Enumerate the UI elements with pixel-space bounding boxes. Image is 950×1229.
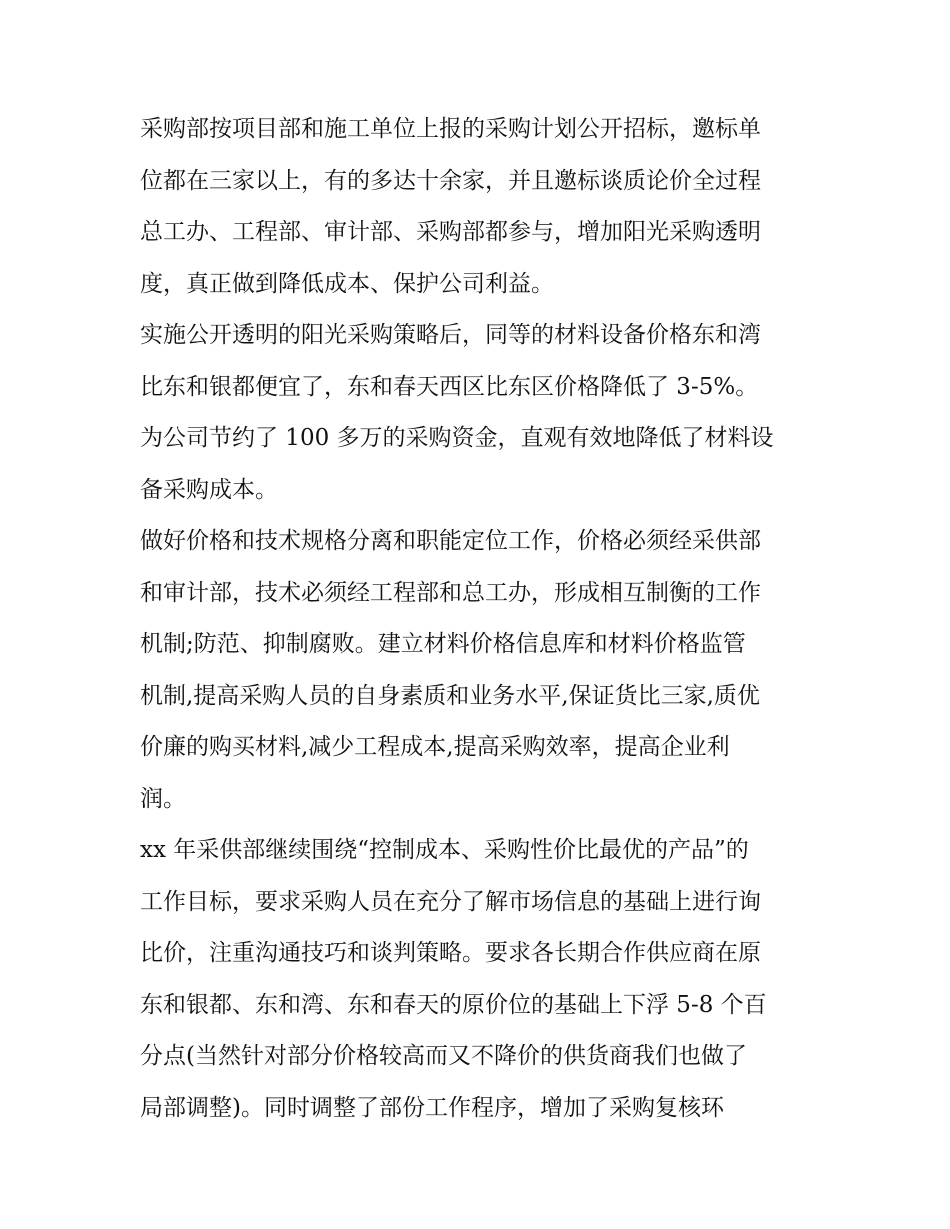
text-line: 做好价格和技术规格分离和职能定位工作，价格必须经采供部: [140, 528, 761, 554]
text-line: 比东和银都便宜了，东和春天西区比东区价格降低了 3-5%。: [140, 373, 759, 400]
text-line: 总工办、工程部、审计部、采购部都参与，增加阳光采购透明: [140, 219, 761, 245]
text-line: 实施公开透明的阳光采购策略后，同等的材料设备价格东和湾: [140, 322, 761, 348]
text-line: 比价，注重沟通技巧和谈判策略。要求各长期合作供应商在原: [140, 940, 761, 966]
text-line: 和审计部，技术必须经工程部和总工办，形成相互制衡的工作: [140, 579, 761, 606]
text-line: 局部调整)。同时调整了部份工作程序，增加了采购复核环: [140, 1094, 724, 1121]
text-line: xx 年采供部继续围绕“控制成本、采购性价比最优的产品”的: [140, 837, 749, 863]
text-line: 备采购成本。: [140, 476, 278, 503]
text-line: 工作目标，要求采购人员在充分了解市场信息的基础上进行询: [140, 888, 761, 915]
document-body: [140, 104, 820, 1134]
text-line: 东和银都、东和湾、东和春天的原价位的基础上下浮 5-8 个百: [140, 991, 767, 1018]
text-line: 分点(当然针对部分价格较高而又不降价的供货商我们也做了: [140, 1043, 747, 1069]
text-line: 价廉的购买材料,减少工程成本,提高采购效率，提高企业利: [140, 734, 730, 760]
text-line: 采购部按项目部和施工单位上报的采购计划公开招标，邀标单: [140, 116, 761, 142]
text-line: 润。: [140, 785, 186, 812]
text-line: 位都在三家以上，有的多达十余家，并且邀标谈质论价全过程: [140, 167, 761, 194]
text-line: 为公司节约了 100 多万的采购资金，直观有效地降低了材料设: [140, 425, 774, 451]
text-line: 机制,提高采购人员的自身素质和业务水平,保证货比三家,质优: [140, 682, 760, 709]
text-line: 机制;防范、抑制腐败。建立材料价格信息库和材料价格监管: [140, 631, 746, 657]
text-line: 度，真正做到降低成本、保护公司利益。: [140, 270, 554, 297]
